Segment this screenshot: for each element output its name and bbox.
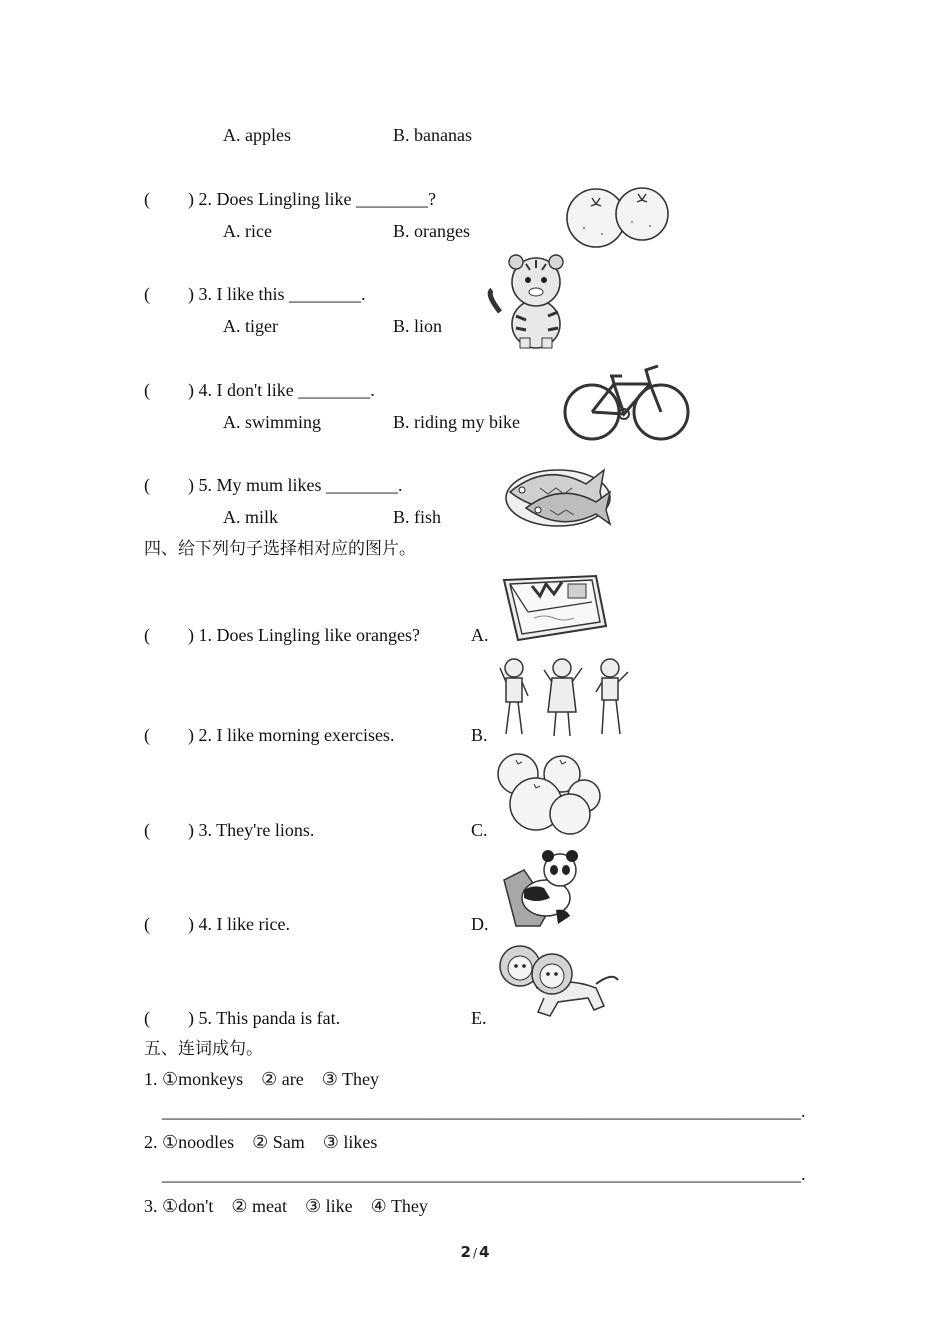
lions-icon — [496, 944, 622, 1024]
s4-row5-paren: ( — [144, 1008, 150, 1028]
q1-option-b: B. bananas — [393, 125, 472, 145]
q3-option-b: B. lion — [393, 316, 443, 336]
page-total: 4 — [479, 1243, 490, 1261]
fish-icon — [500, 454, 612, 536]
section-4-heading: 四、给下列句子选择相对应的图片。 — [144, 539, 416, 559]
q3-paren-open: ( — [144, 284, 150, 304]
section-5-heading: 五、连词成句。 — [144, 1039, 263, 1059]
q4-option-a: A. swimming — [223, 412, 322, 432]
s4-row5-letter: E. — [471, 1008, 487, 1028]
lunchbox-icon — [500, 572, 610, 644]
s4-row2-text: ) 2. I like morning exercises. — [188, 725, 395, 745]
s5-item2-answer-line[interactable]: _______________________________________________________________________. — [162, 1164, 806, 1184]
q2-option-b: B. oranges — [393, 221, 470, 241]
page-current: 2 — [460, 1243, 471, 1261]
s4-row4-paren: ( — [144, 914, 150, 934]
s4-row1-letter: A. — [471, 625, 489, 645]
q2-paren-open: ( — [144, 189, 150, 209]
s4-row3-paren: ( — [144, 820, 150, 840]
q4-option-b: B. riding my bike — [393, 412, 520, 432]
s4-row2-letter: B. — [471, 725, 488, 745]
s4-row4-letter: D. — [471, 914, 489, 934]
oranges-icon — [562, 184, 674, 248]
oranges-pile-icon — [492, 752, 604, 838]
q5-option-a: A. milk — [223, 507, 279, 527]
s5-item1-words: 1. ①monkeys ② are ③ They — [144, 1069, 380, 1089]
q5-paren-open: ( — [144, 475, 150, 495]
s4-row5-text: ) 5. This panda is fat. — [188, 1008, 341, 1028]
s4-row3-letter: C. — [471, 820, 488, 840]
s4-row1-paren: ( — [144, 625, 150, 645]
q2-text: ) 2. Does Lingling like ________? — [188, 189, 436, 209]
page-number — [0, 1243, 950, 1261]
s4-row4-text: ) 4. I like rice. — [188, 914, 290, 934]
q3-text: ) 3. I like this ________. — [188, 284, 366, 304]
tiger-icon — [486, 252, 568, 350]
children-exercising-icon — [498, 656, 634, 740]
q4-text: ) 4. I don't like ________. — [188, 380, 375, 400]
q5-option-b: B. fish — [393, 507, 442, 527]
q4-paren-open: ( — [144, 380, 150, 400]
q1-option-a: A. apples — [223, 125, 291, 145]
q3-option-a: A. tiger — [223, 316, 278, 336]
bicycle-icon — [562, 362, 690, 444]
s5-item3-words: 3. ①don't ② meat ③ like ④ They — [144, 1196, 428, 1216]
s5-item1-answer-line[interactable]: _______________________________________________________________________. — [162, 1101, 806, 1121]
panda-icon — [500, 850, 584, 930]
s5-item2-words: 2. ①noodles ② Sam ③ likes — [144, 1132, 378, 1152]
s4-row1-text: ) 1. Does Lingling like oranges? — [188, 625, 420, 645]
s4-row2-paren: ( — [144, 725, 150, 745]
page-separator: / — [472, 1246, 478, 1260]
q2-option-a: A. rice — [223, 221, 272, 241]
q5-text: ) 5. My mum likes ________. — [188, 475, 403, 495]
s4-row3-text: ) 3. They're lions. — [188, 820, 315, 840]
